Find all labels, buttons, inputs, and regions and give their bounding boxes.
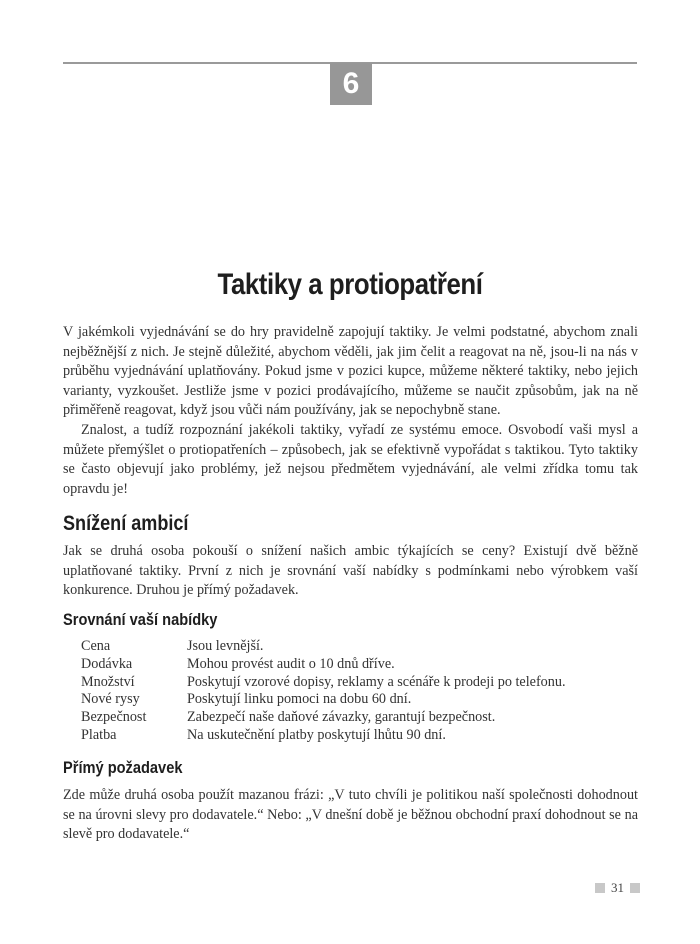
table-row	[81, 638, 566, 656]
table-row	[81, 656, 566, 674]
subsection-heading-srovnani: Srovnání vaší nabídky	[63, 610, 218, 629]
table-row	[81, 674, 566, 692]
table-row	[81, 691, 566, 709]
row-text: Poskytují vzorové dopisy, reklamy a scénáře k prodeji po telefonu.	[187, 673, 566, 690]
square-ornament-icon	[630, 883, 640, 893]
page-number: 31	[611, 880, 624, 895]
section-heading-snizeni-ambici: Snížení ambicí	[63, 512, 189, 535]
row-label: Dodávka	[81, 655, 133, 672]
row-text: Poskytují linku pomoci na dobu 60 dní.	[187, 691, 412, 708]
row-label: Nové rysy	[81, 691, 140, 708]
row-label: Bezpečnost	[81, 709, 147, 726]
row-text: Na uskutečnění platby poskytují lhůtu 90 dní.	[187, 726, 446, 743]
row-text: Jsou levnější.	[187, 638, 264, 654]
comparison-table	[81, 638, 566, 745]
chapter-title: Taktiky a protiopatření	[217, 268, 483, 301]
row-label: Platba	[81, 726, 117, 743]
section-paragraph: Jak se druhá osoba pokouší o snížení našich ambic týkajících se ceny? Existují dvě běžně uplatňované taktiky. První z nich je srovnání vaší nabídky s podmínkami nebo výrobkem vaší konkurence. Druhou je přímý požadavek.	[63, 543, 638, 598]
row-text: Mohou provést audit o 10 dnů dříve.	[187, 655, 395, 672]
row-text: Zabezpečí naše daňové závazky, garantují bezpečnost.	[187, 709, 496, 726]
intro-paragraph-2: Znalost, a tudíž rozpoznání jakékoli taktiky, vyřadí ze systému emoce. Osvobodí vaši mysl a můžete přemýšlet o protiopatřeních – způsobech, jak se efektivně vypořádat s taktikou. Tyto taktiky se často objevují jako problémy, jež nejsou předmětem vyjednávání, ale velmi zřídka tomu tak opravdu je!	[63, 422, 638, 497]
table-row	[81, 727, 566, 745]
table-row	[81, 709, 566, 727]
page-footer	[595, 880, 640, 896]
subsection-heading-primy-pozadavek: Přímý požadavek	[63, 758, 183, 777]
row-label: Množství	[81, 673, 135, 690]
row-label: Cena	[81, 638, 111, 654]
subsection-paragraph: Zde může druhá osoba použít mazanou frázi: „V tuto chvíli je politikou naší společnosti dohodnout se na úrovni slevy pro dodavatele.“ Nebo: „V dnešní době je běžnou obchodní praxí dohodnout se na slevě pro dodavatele.“	[63, 787, 638, 842]
chapter-number-badge: 6	[330, 63, 372, 105]
square-ornament-icon	[595, 883, 605, 893]
intro-paragraph-1: V jakémkoli vyjednávání se do hry pravidelně zapojují taktiky. Je velmi podstatné, abychom znali nejběžnější z nich. Je stejně důležité, abychom věděli, jak jim čelit a reagovat na ně, jsou-li na nás v průběhu vyjednávání uplatňovány. Pokud jsme v pozici kupce, můžeme některé taktiky, nebo jejich varianty, vyzkoušet. Jestliže jsme v pozici prodávajícího, můžeme se naučit způsobům, jak na ně přiměřeně reagovat, když jsou vůči nám používány, jak se nepochybně stane.	[63, 324, 638, 418]
